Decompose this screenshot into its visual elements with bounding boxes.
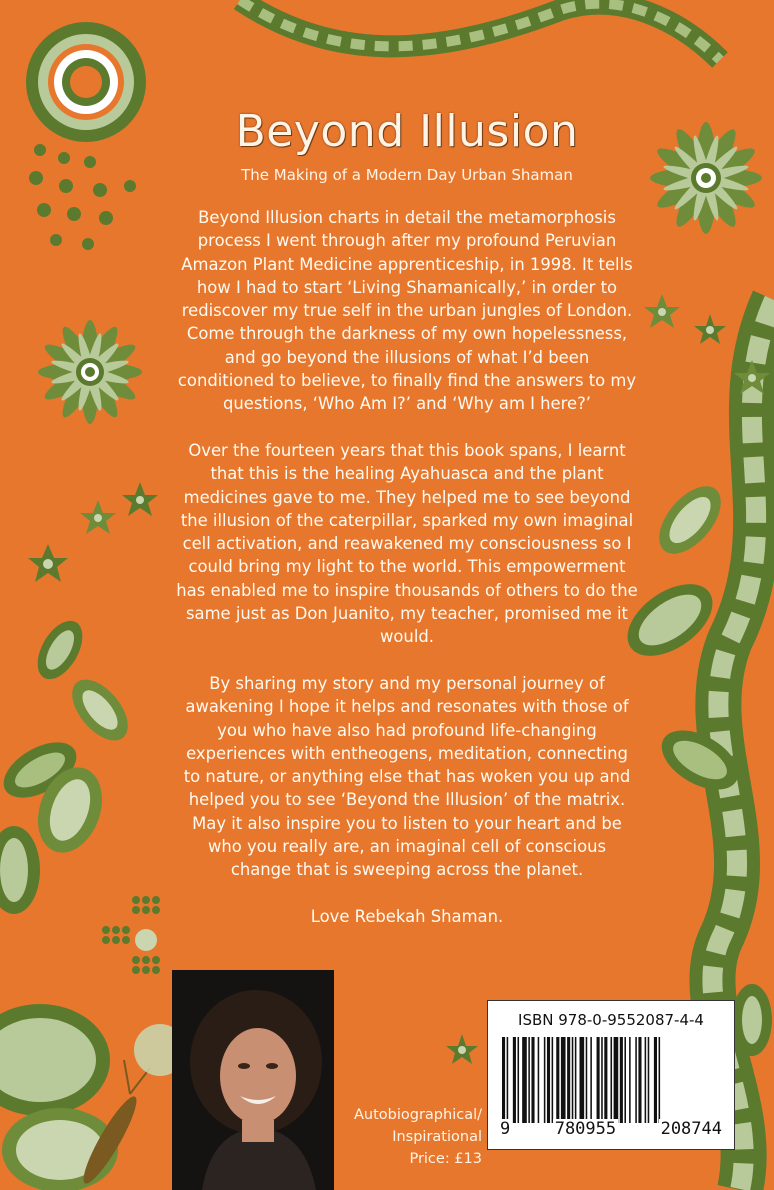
blurb-paragraph: Beyond Illusion charts in detail the metamorphosis process I went through after my profound Peruvian Amazon Plant Medicine apprenticeship, in 1998. It tells how I had to start ‘Living Shamanically,’ in order to rediscover my true self in the urban jungles of London. Come through the darkness of my own hopelessness, and go beyond the illusions of what I’d been conditioned to believe, to finally find the answers to my questions, ‘Who Am I?’ and ‘Why am I here?’ <box>177 208 637 414</box>
barcode-bar <box>659 1037 661 1123</box>
book-subtitle: The Making of a Modern Day Urban Shaman <box>241 166 573 184</box>
blurb-paragraph: Over the fourteen years that this book spans, I learnt that this is the healing Ayahuasca and the plant medicines gave to me. They helped me to see beyond the illusion of the caterpillar, sparked my own imaginal cell activation, and reawakened my consciousness so I could bring my light to the world. This empowerment has enabled me to inspire thousands of others to do the same just as Don Juanito, my teacher, promised me it would. <box>176 440 638 647</box>
barcode-bar <box>601 1037 603 1123</box>
barcode-bar <box>561 1037 566 1123</box>
barcode-bar <box>547 1037 550 1123</box>
leaf-icon <box>732 984 772 1056</box>
genre-label: Inspirational <box>392 1129 482 1145</box>
barcode-bar <box>586 1037 588 1123</box>
barcode-bars-icon <box>498 1037 724 1123</box>
flower-icon <box>650 122 762 234</box>
dot-pattern-icon <box>102 896 160 974</box>
barcode-bar <box>552 1037 554 1123</box>
barcode-bar <box>538 1037 540 1123</box>
genre-label: Autobiographical/ <box>353 1107 482 1123</box>
flower-icon <box>38 320 142 424</box>
barcode-bar <box>611 1037 613 1123</box>
leaf-icon <box>0 613 138 914</box>
author-portrait-icon <box>172 970 334 1190</box>
barcode-bar <box>528 1037 530 1123</box>
barcode-digits-right: 208744 <box>660 1119 722 1139</box>
barcode-bar <box>597 1037 600 1123</box>
barcode-bar <box>645 1037 647 1123</box>
barcode-bar <box>604 1037 607 1123</box>
barcode-bar <box>620 1037 623 1123</box>
barcode-digits <box>498 1119 724 1139</box>
dot-pattern-icon <box>29 144 136 250</box>
barcode-bar <box>518 1037 520 1123</box>
barcode-bar <box>638 1037 641 1123</box>
barcode-bar <box>567 1037 570 1123</box>
barcode-bar <box>624 1037 626 1123</box>
barcode-bar <box>580 1037 585 1123</box>
barcode-digit-first: 9 <box>500 1119 511 1139</box>
barcode-bar <box>513 1037 516 1123</box>
blurb <box>176 206 638 952</box>
isbn-label: ISBN 978-0-9552087-4-4 <box>518 1011 704 1029</box>
barcode-bar <box>556 1037 559 1123</box>
vine-icon <box>240 0 720 60</box>
barcode-bar <box>654 1037 657 1123</box>
barcode-bar <box>575 1037 577 1123</box>
butterfly-icon <box>0 1004 186 1190</box>
barcode-bar <box>635 1037 637 1123</box>
signoff: Love Rebekah Shaman. <box>310 906 504 926</box>
barcode-bar <box>507 1037 509 1123</box>
barcode-bar <box>572 1037 574 1123</box>
barcode-bar <box>531 1037 534 1123</box>
book-meta <box>336 1104 482 1170</box>
book-title: Beyond Illusion <box>235 106 579 157</box>
barcode-bar <box>522 1037 527 1123</box>
barcode-bar <box>614 1037 619 1123</box>
price-label: Price: £13 <box>409 1151 482 1167</box>
barcode-bar <box>544 1037 546 1123</box>
author-photo <box>172 970 334 1190</box>
barcode-bar <box>648 1037 650 1123</box>
barcode-bar <box>502 1037 505 1123</box>
blurb-paragraph: By sharing my story and my personal journey of awakening I hope it helps and resonates with those of you who have also had profound life-changing experiences with entheogens, meditation, connecting to nature, or anything else that has woken you up and helped you to see ‘Beyond the Illusion’ of the matrix. May it also inspire you to listen to your heart and be who you really are, an imaginal cell of conscious change that is sweeping across the planet. <box>183 673 631 880</box>
barcode-bar <box>629 1037 631 1123</box>
barcode <box>487 1000 735 1150</box>
barcode-digits-left: 780955 <box>554 1119 617 1139</box>
target-circle-icon <box>26 22 146 142</box>
barcode-bar <box>590 1037 592 1123</box>
